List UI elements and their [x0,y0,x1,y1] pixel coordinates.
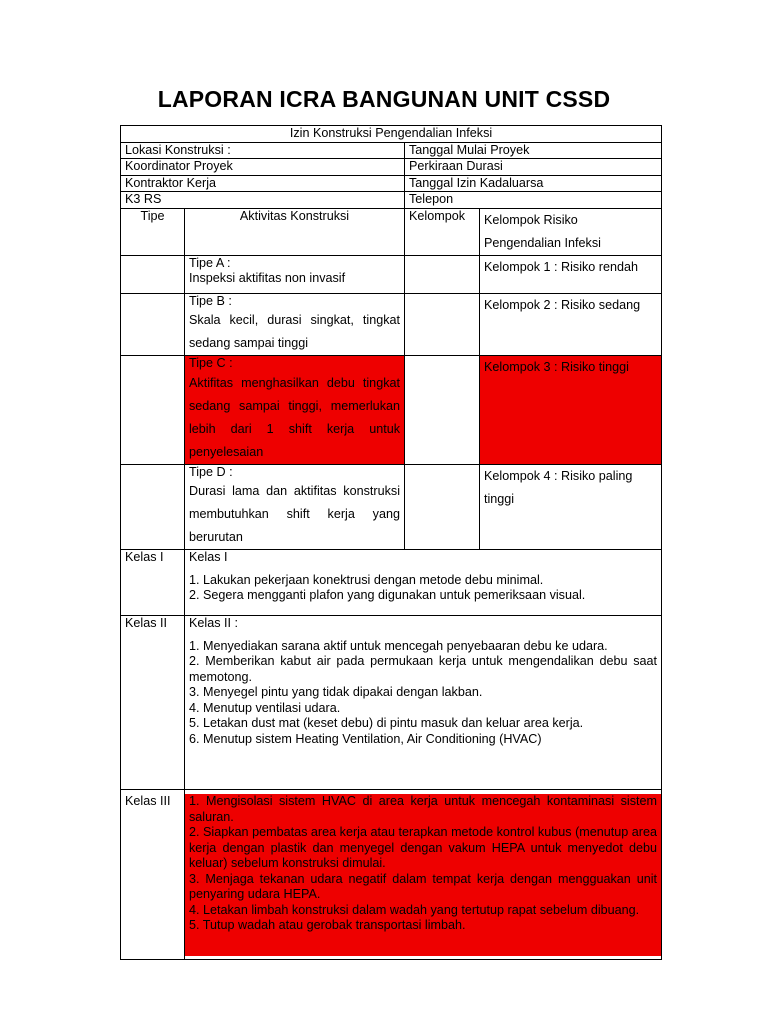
type-tipe-cell [121,255,185,293]
type-group-cell [405,356,480,465]
type-risk: Kelompok 4 : Risiko paling tinggi [480,464,662,550]
kelas-row [121,550,662,616]
kelas-items [189,639,657,748]
info-row [121,142,662,159]
type-group-cell [405,255,480,293]
type-activity-cell [185,356,405,465]
info-right: Telepon [405,192,662,209]
header-row [121,126,662,143]
kelas-item: 3. Menjaga tekanan udara negatif dalam tempat kerja dengan mengguakan unit penyaring udara HEPA. [189,871,658,901]
info-row [121,175,662,192]
kelas-items-highlight [185,794,661,956]
icra-form-table [120,125,662,960]
type-description: Inspeksi aktifitas non invasif [189,271,346,285]
col-header-kelompok: Kelompok [405,208,480,255]
type-risk: Kelompok 3 : Risiko tinggi [480,356,662,465]
kelas-heading: Kelas II : [189,616,238,630]
kelas-content [185,790,662,960]
kelas-item: 3. Menyegel pintu yang tidak dipakai dengan lakban. [189,685,483,699]
kelas-item: 4. Menutup ventilasi udara. [189,700,341,715]
type-activity-cell [185,293,405,356]
form-header: Izin Konstruksi Pengendalian Infeksi [121,126,662,143]
type-row [121,464,662,550]
type-group-cell [405,464,480,550]
kelas-item: 1. Menyediakan sarana aktif untuk mencegah penyebaaran debu ke udara. [189,638,608,653]
col-header-aktivitas: Aktivitas Konstruksi [185,208,405,255]
type-label: Tipe C : [189,356,233,370]
type-activity-cell [185,464,405,550]
type-tipe-cell [121,293,185,356]
info-left: Koordinator Proyek [121,159,405,176]
kelas-content [185,550,662,616]
kelas-item: 2. Segera mengganti plafon yang digunakan untuk pemeriksaan visual. [189,588,586,602]
type-tipe-cell [121,356,185,465]
kelas-item: 2. Siapkan pembatas area kerja atau terapkan metode kontrol kubus (menutup area kerja dengan plastik dan menyegel dengan vakum HEPA untuk menyedot debu keluar) sebelum konstruksi dimulai. [189,825,658,870]
info-right: Perkiraan Durasi [405,159,662,176]
kelas-item: 1. Lakukan pekerjaan konektrusi dengan metode debu minimal. [189,572,544,587]
kelas-content [185,616,662,790]
info-left: Kontraktor Kerja [121,175,405,192]
info-left: Lokasi Konstruksi : [121,142,405,159]
kelas-row [121,790,662,960]
col-header-tipe: Tipe [121,208,185,255]
type-description: Durasi lama dan aktifitas konstruksi membutuhkan shift kerja yang berurutan [189,484,400,544]
kelas-label: Kelas II [121,616,185,790]
kelas-item: 2. Memberikan kabut air pada permukaan kerja untuk mengendalikan debu saat memotong. [189,654,658,684]
type-description: Skala kecil, durasi singkat, tingkat sedang sampai tinggi [189,313,400,350]
kelas-items [189,573,657,604]
kelas-item: 5. Letakan dust mat (keset debu) di pintu masuk dan keluar area kerja. [189,716,584,730]
info-right: Tanggal Izin Kadaluarsa [405,175,662,192]
col-header-kelompok-risiko: Kelompok Risiko Pengendalian Infeksi [480,208,662,255]
type-row [121,356,662,465]
column-header-row [121,208,662,255]
type-description: Aktifitas menghasilkan debu tingkat sedang sampai tinggi, memerlukan lebih dari 1 shift kerja untuk penyelesaian [189,375,400,459]
type-row [121,255,662,293]
type-activity-cell [185,255,405,293]
kelas-item: 1. Mengisolasi sistem HVAC di area kerja untuk mencegah kontaminasi sistem saluran. [189,794,658,824]
type-label: Tipe B : [189,293,232,308]
type-label: Tipe D : [189,464,233,479]
type-tipe-cell [121,464,185,550]
info-row [121,192,662,209]
info-row [121,159,662,176]
kelas-item: 6. Menutup sistem Heating Ventilation, Air Conditioning (HVAC) [189,731,542,746]
type-risk: Kelompok 2 : Risiko sedang [480,293,662,356]
info-right: Tanggal Mulai Proyek [405,142,662,159]
page-title: LAPORAN ICRA BANGUNAN UNIT CSSD [157,86,611,112]
type-risk: Kelompok 1 : Risiko rendah [480,255,662,293]
kelas-label: Kelas I [121,550,185,616]
kelas-heading: Kelas I [189,550,228,564]
info-left: K3 RS [121,192,405,209]
kelas-item: 4. Letakan limbah konstruksi dalam wadah yang tertutup rapat sebelum dibuang. [189,902,640,917]
type-row [121,293,662,356]
type-label: Tipe A : [189,255,231,270]
type-group-cell [405,293,480,356]
kelas-item: 5. Tutup wadah atau gerobak transportasi limbah. [189,918,466,932]
kelas-row [121,616,662,790]
kelas-label: Kelas III [121,790,185,960]
